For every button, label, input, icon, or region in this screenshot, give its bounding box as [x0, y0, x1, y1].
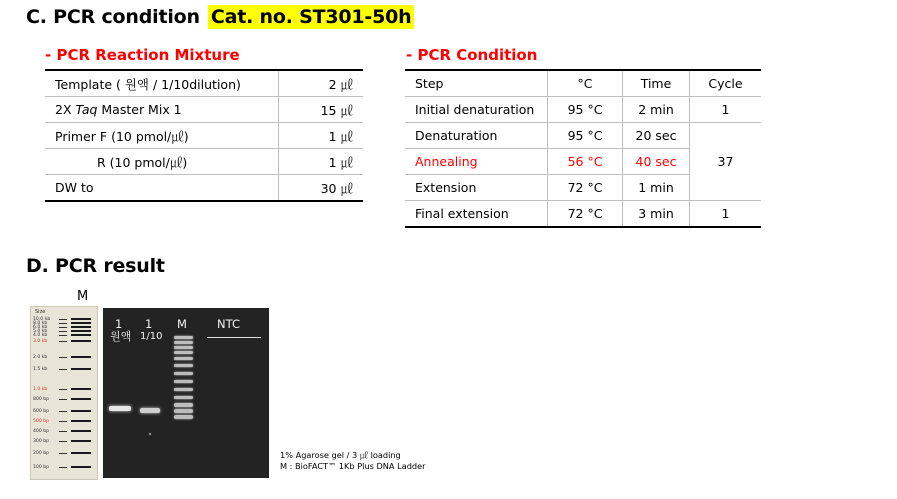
ladder-size-label: 1.0 kb: [33, 387, 48, 392]
ladder-size-label: 300 bp: [33, 439, 50, 444]
ladder-size-label: 3.0 kb: [33, 339, 48, 344]
gel-note-line: M : BioFACT™ 1Kb Plus DNA Ladder: [280, 461, 426, 471]
table-row: [45, 70, 363, 97]
ladder-band: [71, 440, 91, 442]
mixture-value: 1 ㎕: [279, 123, 364, 149]
temp-cell: 72 °C: [548, 201, 623, 228]
temp-cell: 72 °C: [548, 175, 623, 201]
step-cell-highlight: Annealing: [405, 149, 548, 175]
time-cell: 2 min: [623, 97, 690, 123]
mixture-name: DW to: [45, 175, 279, 202]
temp-cell: 95 °C: [548, 123, 623, 149]
ladder-band: [71, 356, 91, 358]
marker-band: [174, 351, 193, 354]
ladder-arrow: [59, 431, 67, 432]
step-cell: Initial denaturation: [405, 97, 548, 123]
ladder-arrow: [59, 331, 67, 332]
marker-band: [174, 380, 193, 383]
ladder-size-header: Size: [35, 309, 46, 315]
table-row: [45, 123, 363, 149]
marker-band: [174, 409, 193, 413]
ladder-arrow: [59, 319, 67, 320]
ladder-arrow: [59, 453, 67, 454]
sample-band: [109, 406, 131, 411]
gel-notes: [280, 450, 426, 472]
ladder-size-label: 6.0 kb: [33, 325, 48, 330]
mixture-name: Primer F (10 pmol/㎕): [45, 123, 279, 149]
ladder-band: [71, 452, 91, 454]
ladder-arrow: [59, 441, 67, 442]
marker-band: [174, 403, 193, 407]
mixture-value: 15 ㎕: [279, 97, 364, 123]
gel-note-line: 1% Agarose gel / 3 ㎕ loading: [280, 450, 401, 460]
header-cycle: Cycle: [690, 70, 762, 97]
table-row: [45, 149, 363, 175]
temp-cell-highlight: 56 °C: [548, 149, 623, 175]
cycle-cell: 1: [690, 201, 762, 228]
marker-band: [174, 341, 193, 344]
catalog-number: Cat. no. ST301-50h: [208, 5, 415, 29]
mixture-value: 1 ㎕: [279, 149, 364, 175]
mixture-subtitle: - PCR Reaction Mixture: [45, 46, 240, 64]
table-row: [45, 97, 363, 123]
mixture-name: 2X Taq Master Mix 1: [45, 97, 279, 123]
ladder-size-label: 500 bp: [33, 419, 50, 424]
ladder-arrow: [59, 399, 67, 400]
gel-spot: [149, 433, 151, 435]
ladder-arrow: [59, 411, 67, 412]
time-cell: 3 min: [623, 201, 690, 228]
time-cell: 1 min: [623, 175, 690, 201]
marker-band: [174, 372, 193, 375]
marker-band: [174, 336, 193, 339]
condition-subtitle: - PCR Condition: [406, 46, 538, 64]
marker-band: [174, 415, 193, 419]
gel-lane-label: 1: [145, 317, 153, 331]
ladder-band: [71, 398, 91, 400]
gel-lane-sublabel: 원액: [110, 330, 132, 343]
table-row: [405, 123, 761, 149]
ladder-band: [71, 326, 91, 328]
ladder-band: [71, 340, 91, 342]
ladder-band: [71, 466, 91, 468]
mixture-name: Template ( 원액 / 1/10dilution): [45, 70, 279, 97]
step-cell: Extension: [405, 175, 548, 201]
ladder-band: [71, 430, 91, 432]
table-header-row: [405, 70, 761, 97]
ladder-size-label: 200 bp: [33, 451, 50, 456]
mixture-name: R (10 pmol/㎕): [45, 149, 279, 175]
condition-table: [405, 69, 761, 228]
ladder-band: [71, 334, 91, 336]
ladder-arrow: [59, 421, 67, 422]
ladder-arrow: [59, 357, 67, 358]
ladder-image: [30, 306, 98, 480]
ladder-size-label: 1.5 kb: [33, 367, 48, 372]
step-cell: Final extension: [405, 201, 548, 228]
ladder-size-label: 800 bp: [33, 397, 50, 402]
marker-band: [174, 364, 193, 367]
header-step: Step: [405, 70, 548, 97]
ladder-band: [71, 330, 91, 332]
ladder-band: [71, 322, 91, 324]
sample-band: [140, 408, 160, 413]
ladder-size-label: 400 bp: [33, 429, 50, 434]
ladder-band: [71, 420, 91, 422]
section-c-heading: [26, 6, 414, 28]
step-cell: Denaturation: [405, 123, 548, 149]
ladder-arrow: [59, 327, 67, 328]
marker-band: [174, 346, 193, 349]
ladder-size-label: 4.0 kb: [33, 333, 48, 338]
cycle-cell: 1: [690, 97, 762, 123]
ladder-arrow: [59, 389, 67, 390]
time-cell: 20 sec: [623, 123, 690, 149]
ladder-size-label: 8.0 kb: [33, 321, 48, 326]
ladder-arrow: [59, 369, 67, 370]
cycle-cell: 37: [690, 123, 762, 201]
ladder-arrow: [59, 335, 67, 336]
ladder-arrow: [59, 323, 67, 324]
ladder-arrow: [59, 341, 67, 342]
header-temp: °C: [548, 70, 623, 97]
ladder-size-label: 600 bp: [33, 409, 50, 414]
gel-lane-label: 1: [115, 317, 123, 331]
ladder-size-label: 5.0 kb: [33, 329, 48, 334]
ladder-lane-label: M: [77, 289, 89, 304]
ladder-band: [71, 388, 91, 390]
mixture-table: [45, 69, 363, 202]
temp-cell: 95 °C: [548, 97, 623, 123]
ntc-underline: [207, 337, 261, 338]
mixture-value: 2 ㎕: [279, 70, 364, 97]
header-time: Time: [623, 70, 690, 97]
marker-band: [174, 357, 193, 360]
marker-band: [174, 396, 193, 399]
ladder-arrow: [59, 467, 67, 468]
ladder-size-label: 2.0 kb: [33, 355, 48, 360]
ladder-band: [71, 318, 91, 320]
mixture-value: 30 ㎕: [279, 175, 364, 202]
gel-lane-label: NTC: [217, 317, 240, 331]
ladder-size-label: 10.0 kb: [33, 317, 51, 322]
table-row: [405, 201, 761, 228]
ladder-size-label: 100 bp: [33, 465, 50, 470]
gel-lane-sublabel: 1/10: [140, 331, 163, 342]
table-row: [405, 97, 761, 123]
section-d-title: D. PCR result: [26, 255, 165, 277]
ladder-band: [71, 368, 91, 370]
section-c-title: C. PCR condition: [26, 6, 200, 28]
gel-image: [103, 308, 269, 478]
time-cell-highlight: 40 sec: [623, 149, 690, 175]
marker-band: [174, 388, 193, 391]
table-row: [45, 175, 363, 202]
ladder-band: [71, 410, 91, 412]
gel-lane-label: M: [177, 317, 187, 331]
